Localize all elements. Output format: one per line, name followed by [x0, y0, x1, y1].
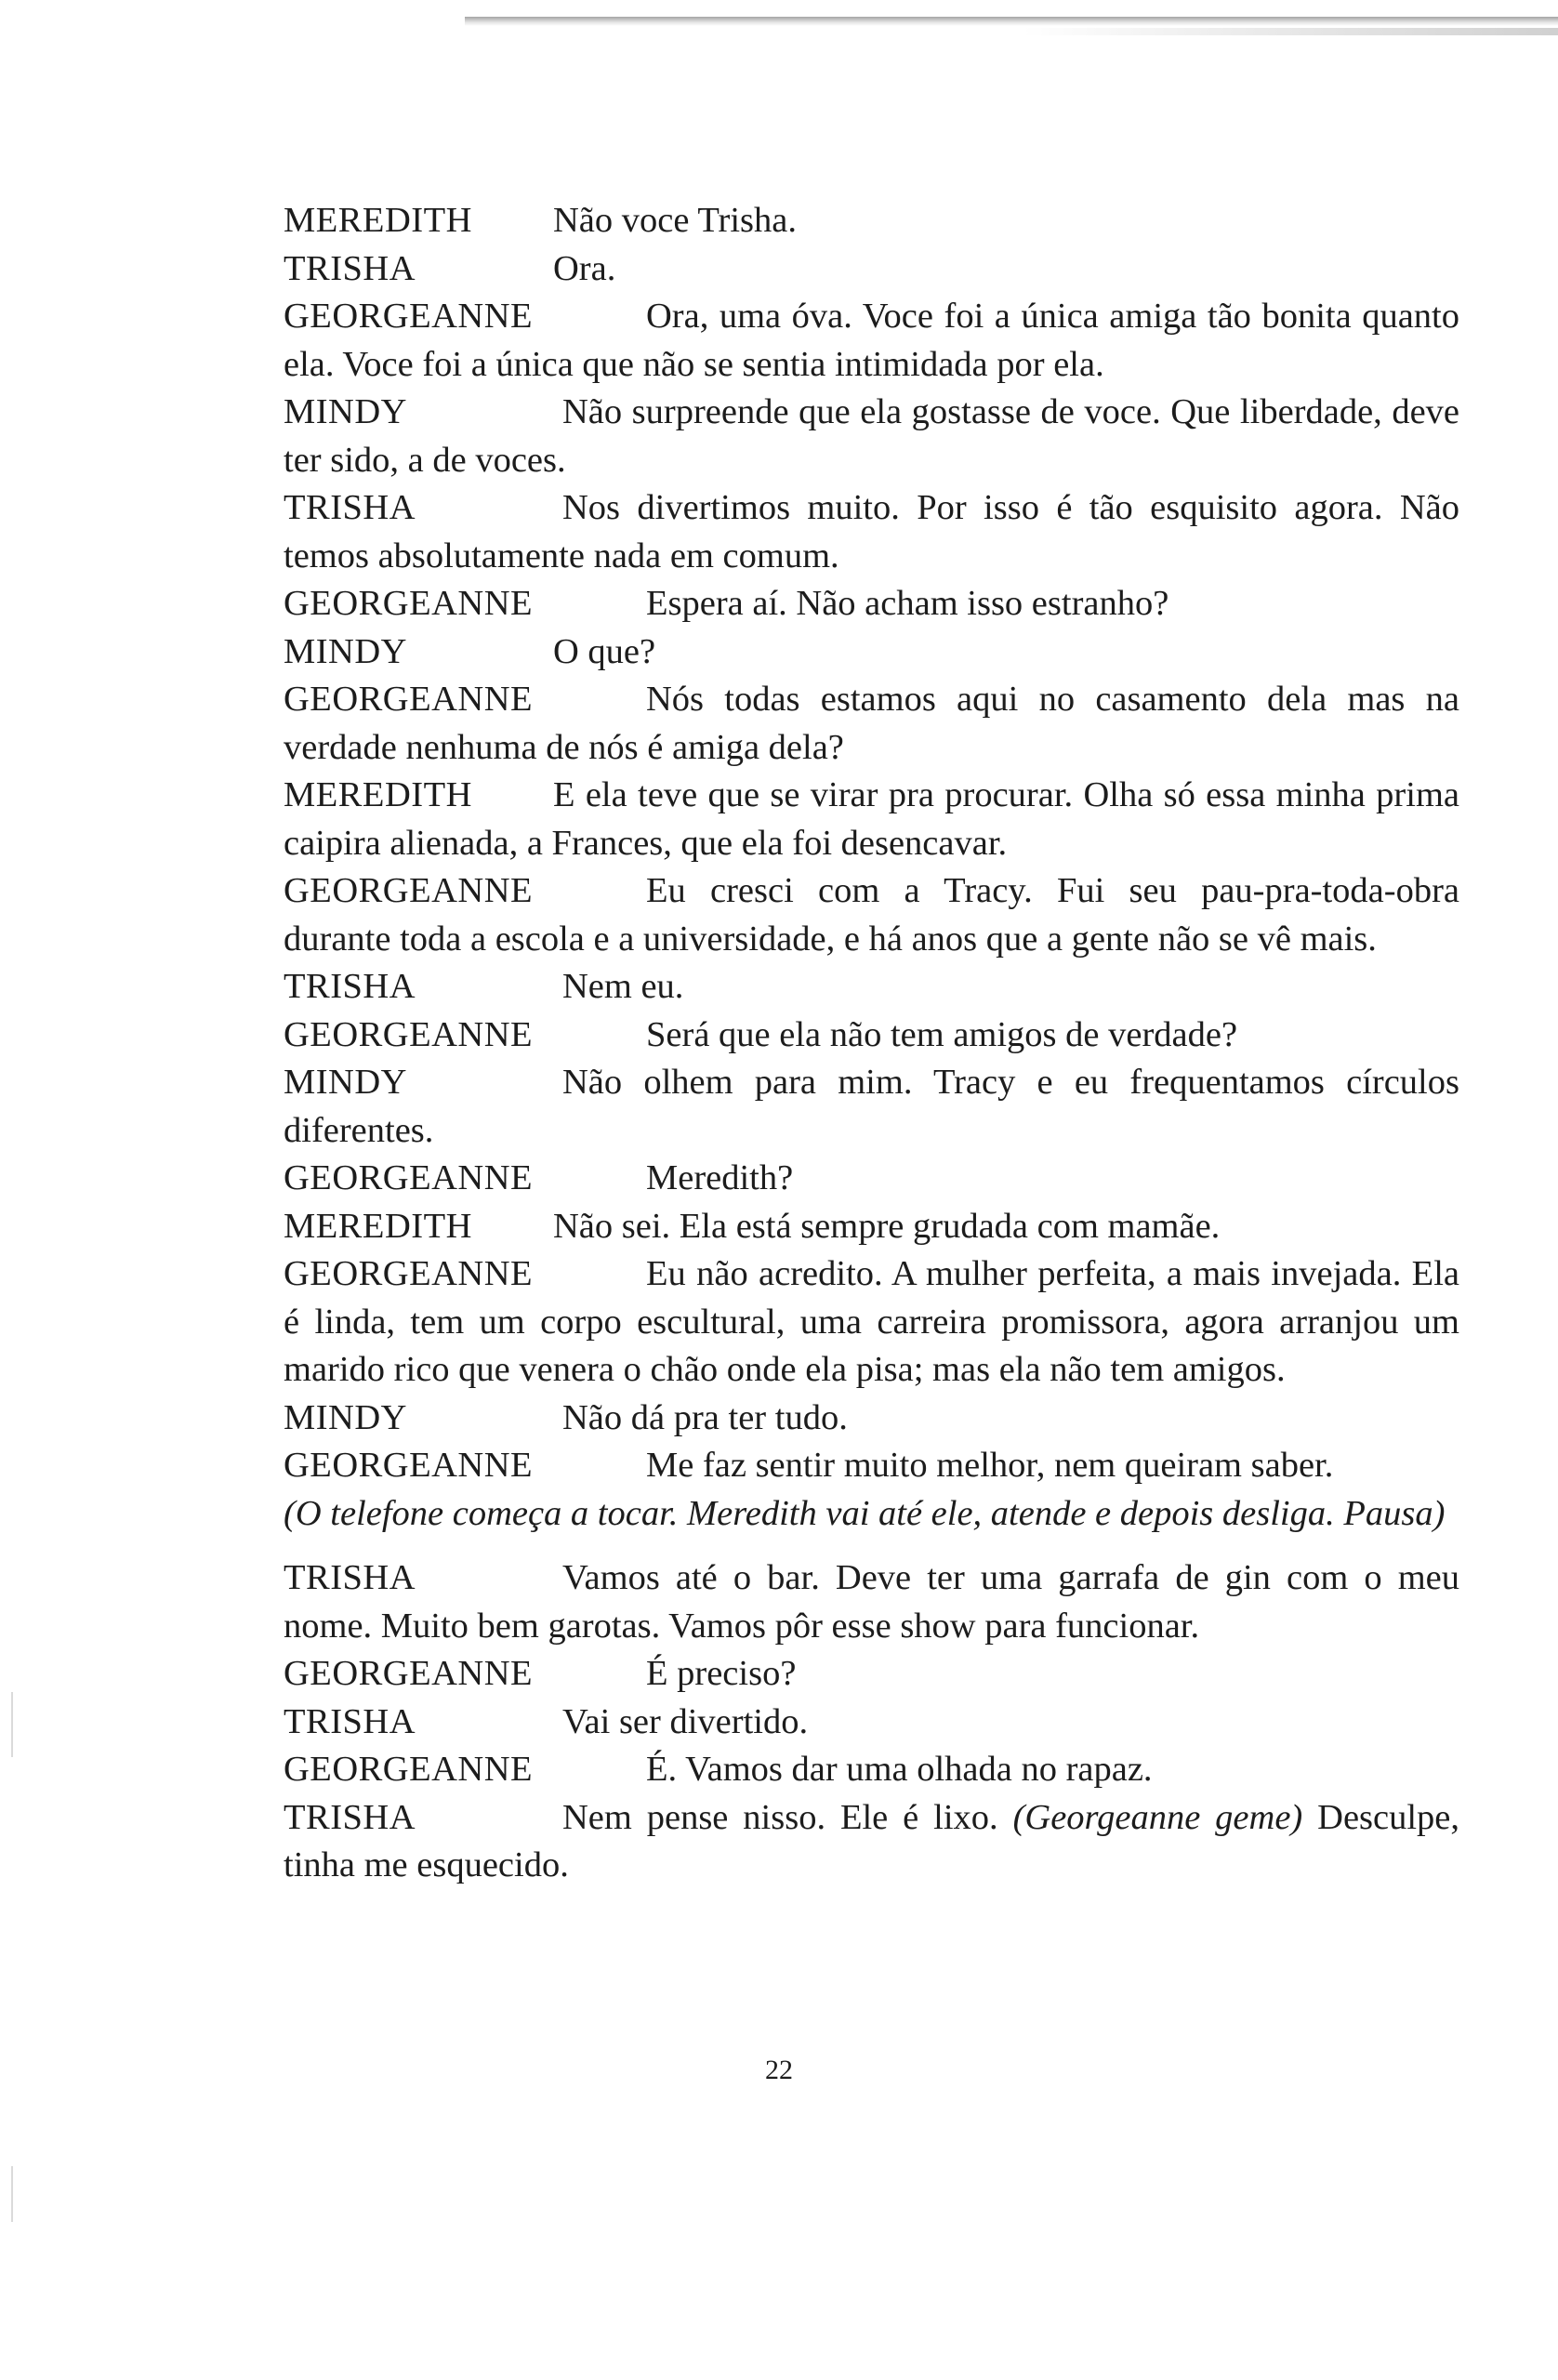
speaker-name: TRISHA	[284, 967, 416, 1006]
line-text: É preciso?	[646, 1654, 797, 1693]
script-line	[284, 963, 1459, 1012]
line-text: Meredith?	[646, 1158, 794, 1197]
speaker-name: TRISHA	[284, 1558, 416, 1597]
line-text: Será que ela não tem amigos de verdade?	[646, 1014, 1238, 1054]
scan-left-margin-mark	[11, 2166, 13, 2222]
speaker-name: MEREDITH	[284, 1206, 472, 1246]
speaker-name: GEORGEANNE	[284, 584, 534, 623]
line-text: E ela teve que se virar pra procurar. Olha só essa minha prima caipira alienada, a Frances, que ela foi desencavar.	[284, 775, 1459, 863]
scan-top-edge-shadow	[465, 17, 1558, 26]
line-text: Espera aí. Não acham isso estranho?	[646, 584, 1169, 623]
script-line	[284, 389, 1459, 484]
line-text-continued: Desculpe, tinha me esquecido.	[284, 1797, 1460, 1884]
speaker-name: GEORGEANNE	[284, 1446, 534, 1485]
speaker-name: MINDY	[284, 631, 407, 671]
line-text: Vai ser divertido.	[562, 1701, 809, 1741]
scan-top-edge-shadow-right	[1023, 28, 1558, 35]
script-line	[284, 1650, 1459, 1699]
line-text: É. Vamos dar uma olhada no rapaz.	[646, 1750, 1153, 1789]
speaker-name: GEORGEANNE	[284, 1254, 534, 1293]
script-line	[284, 484, 1459, 580]
stage-direction: (O telefone começa a tocar. Meredith vai até ele, atende e depois desliga. Pausa)	[284, 1493, 1446, 1533]
script-line	[284, 245, 1459, 294]
speaker-name: TRISHA	[284, 248, 416, 288]
script-line	[284, 1746, 1459, 1794]
script-line	[284, 1442, 1459, 1490]
line-text: O que?	[553, 631, 656, 671]
script-line	[284, 867, 1459, 963]
script-line	[284, 772, 1459, 867]
page-number: 22	[765, 2055, 793, 2085]
script-line	[284, 1155, 1459, 1203]
script-line	[284, 628, 1459, 677]
speaker-name: GEORGEANNE	[284, 1750, 534, 1789]
line-text: Não sei. Ela está sempre grudada com mamãe.	[553, 1206, 1221, 1246]
line-text: Nem eu.	[562, 967, 684, 1006]
inline-stage-direction: (Georgeanne geme)	[1012, 1797, 1303, 1837]
speaker-name: GEORGEANNE	[284, 1654, 534, 1693]
speaker-name: GEORGEANNE	[284, 680, 534, 719]
script-line	[284, 1250, 1459, 1395]
script-line	[284, 1059, 1459, 1155]
line-text: Vamos até o bar. Deve ter uma garrafa de gin com o meu nome. Muito bem garotas. Vamos pôr esse show para funcionar.	[284, 1558, 1459, 1646]
line-text: Nos divertimos muito. Por isso é tão esquisito agora. Não temos absolutamente nada em comum.	[284, 488, 1459, 575]
speaker-name: MEREDITH	[284, 201, 472, 240]
script-line	[284, 1012, 1459, 1060]
scan-left-margin-mark	[11, 1692, 13, 1757]
speaker-name: MINDY	[284, 392, 407, 431]
line-text: Não dá pra ter tudo.	[562, 1397, 848, 1437]
speaker-name: TRISHA	[284, 1797, 416, 1837]
line-text: Nós todas estamos aqui no casamento dela mas na verdade nenhuma de nós é amiga dela?	[284, 680, 1459, 767]
line-text: Eu não acredito. A mulher perfeita, a mais invejada. Ela é linda, tem um corpo escultural, uma carreira promissora, agora arranjou um marido rico que venera o chão onde ela pisa; mas ela não tem amigos.	[284, 1254, 1459, 1389]
script-line	[284, 1794, 1459, 1890]
line-text: Eu cresci com a Tracy. Fui seu pau-pra-toda-obra durante toda a escola e a universidade, e há anos que a gente não se vê mais.	[284, 871, 1459, 959]
script-line	[284, 1203, 1459, 1251]
script-line	[284, 1395, 1459, 1443]
line-text: Não surpreende que ela gostasse de voce. Que liberdade, deve ter sido, a de voces.	[284, 392, 1459, 480]
line-text: Ora, uma óva. Voce foi a única amiga tão bonita quanto ela. Voce foi a única que não se sentia intimidada por ela.	[284, 297, 1459, 384]
speaker-name: GEORGEANNE	[284, 871, 534, 910]
speaker-name: GEORGEANNE	[284, 297, 534, 336]
script-body	[284, 197, 1459, 1890]
script-line	[284, 1699, 1459, 1747]
line-text: Não olhem para mim. Tracy e eu frequentamos círculos diferentes.	[284, 1063, 1459, 1150]
script-line	[284, 293, 1459, 389]
speaker-name: TRISHA	[284, 488, 416, 527]
line-text: Não voce Trisha.	[553, 201, 797, 240]
script-line	[284, 197, 1459, 245]
speaker-name: MINDY	[284, 1397, 407, 1437]
script-line	[284, 1554, 1459, 1650]
speaker-name: MEREDITH	[284, 775, 472, 814]
script-line	[284, 676, 1459, 772]
speaker-name: MINDY	[284, 1063, 407, 1102]
line-text: Ora.	[553, 248, 616, 288]
speaker-name: GEORGEANNE	[284, 1014, 534, 1054]
line-text: Me faz sentir muito melhor, nem queiram saber.	[646, 1446, 1334, 1485]
speaker-name: GEORGEANNE	[284, 1158, 534, 1197]
speaker-name: TRISHA	[284, 1701, 416, 1741]
script-line	[284, 580, 1459, 628]
line-text: Nem pense nisso. Ele é lixo.	[562, 1797, 998, 1837]
